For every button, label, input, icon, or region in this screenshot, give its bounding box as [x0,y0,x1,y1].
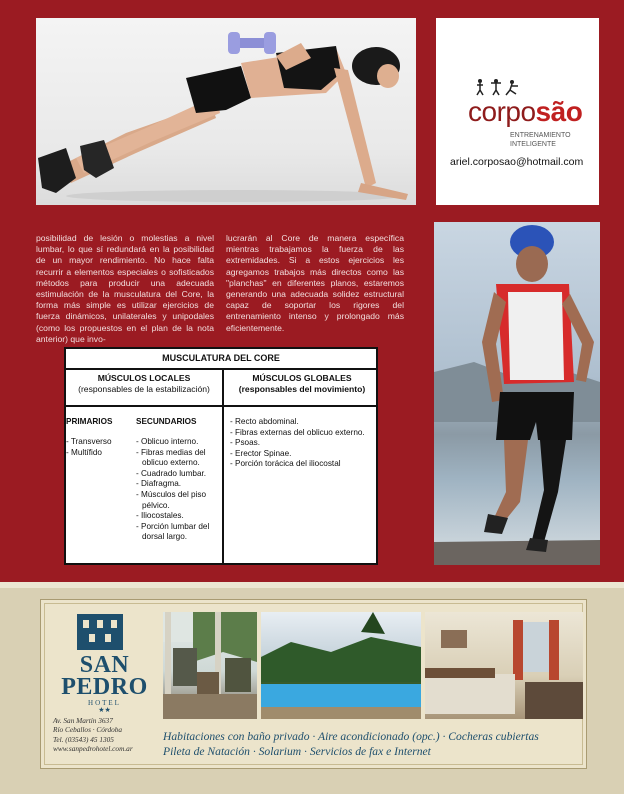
list-item: - Fibras medias del [136,447,206,457]
list-item: pélvico. [142,500,170,510]
list-item: oblicuo externo. [142,458,200,468]
secundarios-list [136,437,220,543]
list-item: - Multífido [66,447,102,457]
list-item: - Cuadrado lumbar. [136,468,207,478]
article-column-2: lucrarán al Core de manera específica mientras trabajamos la fuerza de las extremidades. Si a estos ejercicios les agregamos trabajos más directos como las "planchas" en diferentes planos, estaremos generando una adecuada solidez estructural capaz de soportar los rigores del entrenamiento intenso y prolongado más eficientemente. [226,233,404,333]
list-item: - Músculos del piso [136,489,207,499]
list-item: - Oblicuo interno. [136,437,199,446]
list-item: - Iliocostales. [136,511,184,521]
hotel-services: Habitaciones con baño privado · Aire acondicionado (opc.) · Cocheras cubiertas Pileta de Natación · Solarium · Servicios de fax e Internet [163,730,539,758]
list-item: dorsal largo. [142,532,188,542]
athlete-figures-icon [476,78,524,96]
list-item: - Fibras externas del oblicuo externo. [230,427,365,437]
list-item: - Psoas. [230,438,261,448]
contact-email[interactable]: ariel.corposao@hotmail.com [450,156,584,168]
table-title: MUSCULATURA DEL CORE [66,349,376,370]
list-item: - Diafragma. [136,479,182,489]
list-item: - Recto abdominal. [230,417,299,426]
core-musculature-table [64,347,378,565]
local-muscles-header: MÚSCULOS LOCALES (responsables de la estabilización) [78,373,210,394]
hotel-stars: ★★ [98,707,111,714]
hotel-room-photo [425,612,583,719]
hotel-website[interactable]: www.sanpedrohotel.com.ar [53,744,133,754]
hotel-label: HOTEL [88,699,121,707]
article-column-1: posibilidad de lesión o molestias a nivel lumbar, lo que sí redundará en la posibilidad de un mayor rendimiento. No hace falta recurrir a elementos especiales o sofisticados métodos para producir una adecuada estimulación de la musculatura del Core, la forma más simple es utilizar ejercicios de fuerza dinámicos, unilaterales y unipodales (como los propuestos en el plan de la nota anterior) que invo- [36,233,214,344]
trail-runner-photo [434,222,600,565]
pushup-photo [36,18,416,205]
table-divider [222,368,224,563]
list-item: - Transverso [66,437,112,446]
logo-tagline: ENTRENAMIENTO INTELIGENTE [510,132,571,148]
list-item: - Erector Spinae. [230,448,292,458]
globales-list [230,417,376,470]
corposao-logo: corposão [468,96,583,127]
castle-emblem-icon [75,612,125,652]
hotel-name: SAN PEDRO [61,652,148,700]
hotel-pool-photo [261,612,421,719]
list-item: - Porción torácica del iliocostal [230,459,341,469]
hotel-address: Av. San Martín 3637 Río Ceballos · Córdoba Tel. (03543) 45 1305 www.sanpedrohotel.com.ar [53,716,133,754]
list-item: - Porción lumbar del [136,521,210,531]
global-muscles-header: MÚSCULOS GLOBALES (responsables del movimiento) [238,373,366,394]
primarios-label: PRIMARIOS [66,417,113,426]
table-divider [66,405,376,407]
hotel-terrace-photo [163,612,257,719]
primarios-list [66,437,136,458]
divider [0,582,624,588]
secundarios-label: SECUNDARIOS [136,417,197,426]
